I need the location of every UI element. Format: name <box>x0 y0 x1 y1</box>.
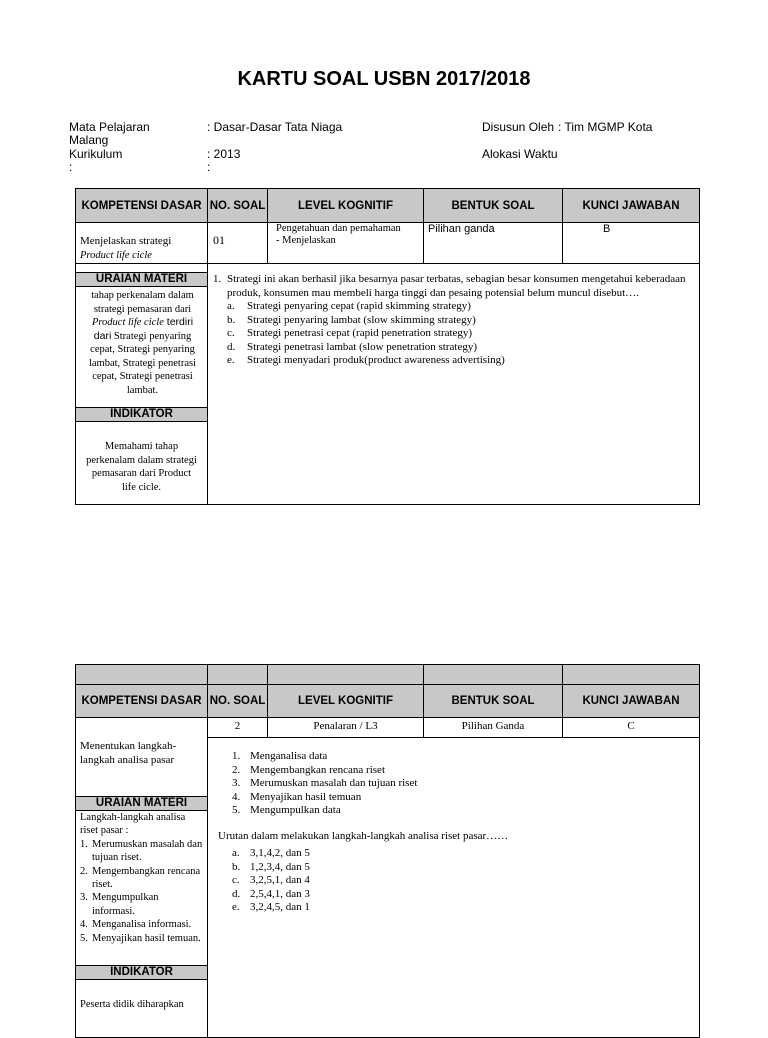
indikator-text: Memahami tahap perkenalam dalam strategi pemasaran dari Product life cicle. <box>86 441 197 493</box>
list-item-key: b. <box>232 860 241 873</box>
list-item <box>232 791 691 805</box>
kd-text: Menentukan langkah-langkah analisa pasar <box>80 740 177 766</box>
list-item-text: Strategi penyaring lambat (slow skimming strategy) <box>247 313 476 326</box>
list-item-text: Menganalisa data <box>250 750 328 762</box>
list-item <box>80 918 203 931</box>
list-item <box>232 777 691 791</box>
header-no-soal: NO. SOAL <box>208 685 268 718</box>
kd-text: Menjelaskan strategi <box>80 235 172 247</box>
blank-header-cell <box>76 665 208 685</box>
level-cell <box>268 223 424 264</box>
question-card-1 <box>75 188 700 505</box>
answer-options <box>227 300 691 368</box>
header-level-kognitif: LEVEL KOGNITIF <box>268 189 424 223</box>
list-item-text: 3,1,4,2, dan 5 <box>250 847 310 859</box>
bentuk-cell <box>424 718 563 738</box>
level-line1: Pengetahuan dan pemahaman <box>276 223 401 234</box>
list-item-text: Mengembangkan rencana riset <box>250 763 385 776</box>
list-item-key: 3. <box>232 777 241 789</box>
meta-kurikulum-label: Kurikulum <box>69 147 123 161</box>
list-item <box>227 314 691 328</box>
steps-list <box>232 750 691 818</box>
question-text <box>213 273 691 300</box>
list-item-key: b. <box>227 313 236 326</box>
list-item-text: Strategi penyaring cepat (rapid skimming strategy) <box>247 300 471 312</box>
meta-colon-left: : <box>69 160 73 174</box>
meta-disusun-label: Disusun Oleh <box>482 120 555 134</box>
list-item-key: e. <box>232 901 240 913</box>
bentuk-value: Pilihan ganda <box>428 223 495 235</box>
list-item <box>80 932 203 945</box>
kunci-value: B <box>603 223 611 235</box>
meta-mapel-value: : Dasar-Dasar Tata Niaga <box>207 120 343 134</box>
list-item-text: Merumuskan masalah dan tujuan riset <box>250 777 418 789</box>
list-item-key: 1. <box>232 750 241 762</box>
list-item <box>232 901 691 915</box>
header-kunci-jawaban: KUNCI JAWABAN <box>563 189 700 223</box>
kd-italic: Product life cicle <box>80 249 152 261</box>
list-item-text: 3,2,4,5, dan 1 <box>250 901 310 913</box>
blank-header-cell <box>208 665 268 685</box>
list-item <box>227 354 691 368</box>
list-item-key: 5. <box>232 804 241 816</box>
uraian-intro: Langkah-langkah analisa riset pasar : <box>80 812 186 837</box>
list-item <box>232 804 691 818</box>
list-item-text: 3,2,5,1, dan 4 <box>250 874 310 886</box>
uraian-p4: Strategi penyaring cepat, Strategi penyaring lambat, Strategi penetrasi cepat, Strategi penetrasi lambat. <box>88 330 196 396</box>
list-item <box>80 891 203 918</box>
left-panel <box>76 264 208 505</box>
question-body: Strategi ini akan berhasil jika besarnya pasar terbatas, sebagian besar konsumen mengetahui keberadaan produk, konsumen mau membeli harga tinggi dan pesaing potensial belum muncul disebut…. <box>227 273 686 299</box>
header-kompetensi-dasar: KOMPETENSI DASAR <box>76 685 208 718</box>
blank-header-cell <box>424 665 563 685</box>
header-no-soal: NO. SOAL <box>208 189 268 223</box>
kunci-cell <box>563 223 700 264</box>
blank-header-cell <box>268 665 424 685</box>
uraian-italic: Product life cicle <box>91 317 164 328</box>
bentuk-value: Pilihan Ganda <box>461 720 525 732</box>
list-item-key: d. <box>227 340 236 353</box>
level-value: Penalaran / L3 <box>313 720 378 732</box>
list-item <box>232 764 691 778</box>
bentuk-cell <box>424 223 563 264</box>
left-panel <box>76 718 208 1038</box>
list-item <box>80 838 203 865</box>
uraian-materi-label: URAIAN MATERI <box>76 272 207 287</box>
list-item-key: c. <box>227 327 235 339</box>
meta-kurikulum-value: : 2013 <box>207 147 241 161</box>
list-item-key: 4. <box>232 790 241 803</box>
list-item <box>232 847 691 861</box>
list-item-text: Menyajikan hasil temuan. <box>92 932 201 944</box>
list-item <box>227 341 691 355</box>
meta-mapel-label: Mata Pelajaran <box>69 120 150 134</box>
header-bentuk-soal: BENTUK SOAL <box>424 189 563 223</box>
list-item-text: Mengumpulkan data <box>250 804 341 816</box>
list-item-text: Mengembangkan rencana riset. <box>92 865 201 891</box>
list-item-key: e. <box>227 354 235 366</box>
list-item <box>80 865 203 892</box>
list-item-text: 1,2,3,4, dan 5 <box>250 860 310 873</box>
list-item-key: c. <box>232 874 240 886</box>
no-soal-cell <box>208 718 268 738</box>
list-item-text: Strategi menyadari produk(product awareness advertising) <box>247 354 505 366</box>
indikator-label: INDIKATOR <box>76 965 207 980</box>
list-item-text: Menganalisa informasi. <box>92 919 192 931</box>
uraian-materi-text <box>76 811 207 965</box>
uraian-p3: dari <box>93 329 112 342</box>
meta-colon-mid: : <box>207 160 211 174</box>
list-item-key: a. <box>232 847 240 859</box>
level-cell <box>268 718 424 738</box>
kunci-cell <box>563 718 700 738</box>
question-panel <box>208 264 700 505</box>
no-soal-value: 01 <box>213 233 225 247</box>
header-kompetensi-dasar: KOMPETENSI DASAR <box>76 189 208 223</box>
kunci-value: C <box>627 720 635 732</box>
list-item-text: 2,5,4,1, dan 3 <box>250 887 310 900</box>
question-card-2 <box>75 664 700 1038</box>
blank-header-cell <box>563 665 700 685</box>
indikator-text: Peserta didik diharapkan <box>80 999 184 1010</box>
list-item-key: 2. <box>232 763 241 776</box>
list-item <box>227 327 691 341</box>
meta-alokasi-label: Alokasi Waktu <box>482 147 558 161</box>
list-item-key: 5. <box>80 932 88 944</box>
page-title: KARTU SOAL USBN 2017/2018 <box>237 68 531 90</box>
uraian-materi-text <box>76 287 207 407</box>
indikator-label: INDIKATOR <box>76 407 207 422</box>
list-item <box>232 750 691 764</box>
list-item <box>232 874 691 888</box>
list-item-key: 2. <box>80 865 88 877</box>
list-item-text: Menyajikan hasil temuan <box>250 790 362 803</box>
meta-mapel-wrap: Malang <box>69 133 109 147</box>
list-item-key: 4. <box>80 919 88 931</box>
list-item-text: Mengumpulkan informasi. <box>92 892 159 917</box>
list-item-text: Merumuskan masalah dan tujuan riset. <box>92 838 203 864</box>
uraian-list <box>80 838 203 945</box>
list-item-key: 3. <box>80 892 88 904</box>
uraian-p2: terdiri <box>163 316 194 328</box>
question-number: 1. <box>213 273 222 285</box>
meta-disusun-value: : Tim MGMP Kota <box>558 120 653 134</box>
header-level-kognitif: LEVEL KOGNITIF <box>268 685 424 718</box>
list-item-text: Strategi penetrasi lambat (slow penetration strategy) <box>247 340 478 353</box>
question-text: Urutan dalam melakukan langkah-langkah analisa riset pasar…… <box>218 829 509 842</box>
no-soal-value: 2 <box>234 720 241 732</box>
kd-cell <box>76 223 208 264</box>
uraian-materi-label: URAIAN MATERI <box>76 796 207 811</box>
list-item-key: 1. <box>80 838 88 850</box>
list-item <box>232 861 691 875</box>
no-soal-cell <box>208 223 268 264</box>
list-item-text: Strategi penetrasi cepat (rapid penetration strategy) <box>247 327 473 339</box>
level-line2: - Menjelaskan <box>276 235 336 246</box>
question-panel <box>208 738 700 1038</box>
list-item-key: a. <box>227 300 235 312</box>
header-bentuk-soal: BENTUK SOAL <box>424 685 563 718</box>
answer-options <box>232 847 691 915</box>
header-kunci-jawaban: KUNCI JAWABAN <box>563 685 700 718</box>
list-item-key: d. <box>232 887 241 900</box>
uraian-p1: tahap perkenalam dalam strategi pemasaran dari <box>91 290 194 315</box>
list-item <box>232 888 691 902</box>
list-item <box>227 300 691 314</box>
